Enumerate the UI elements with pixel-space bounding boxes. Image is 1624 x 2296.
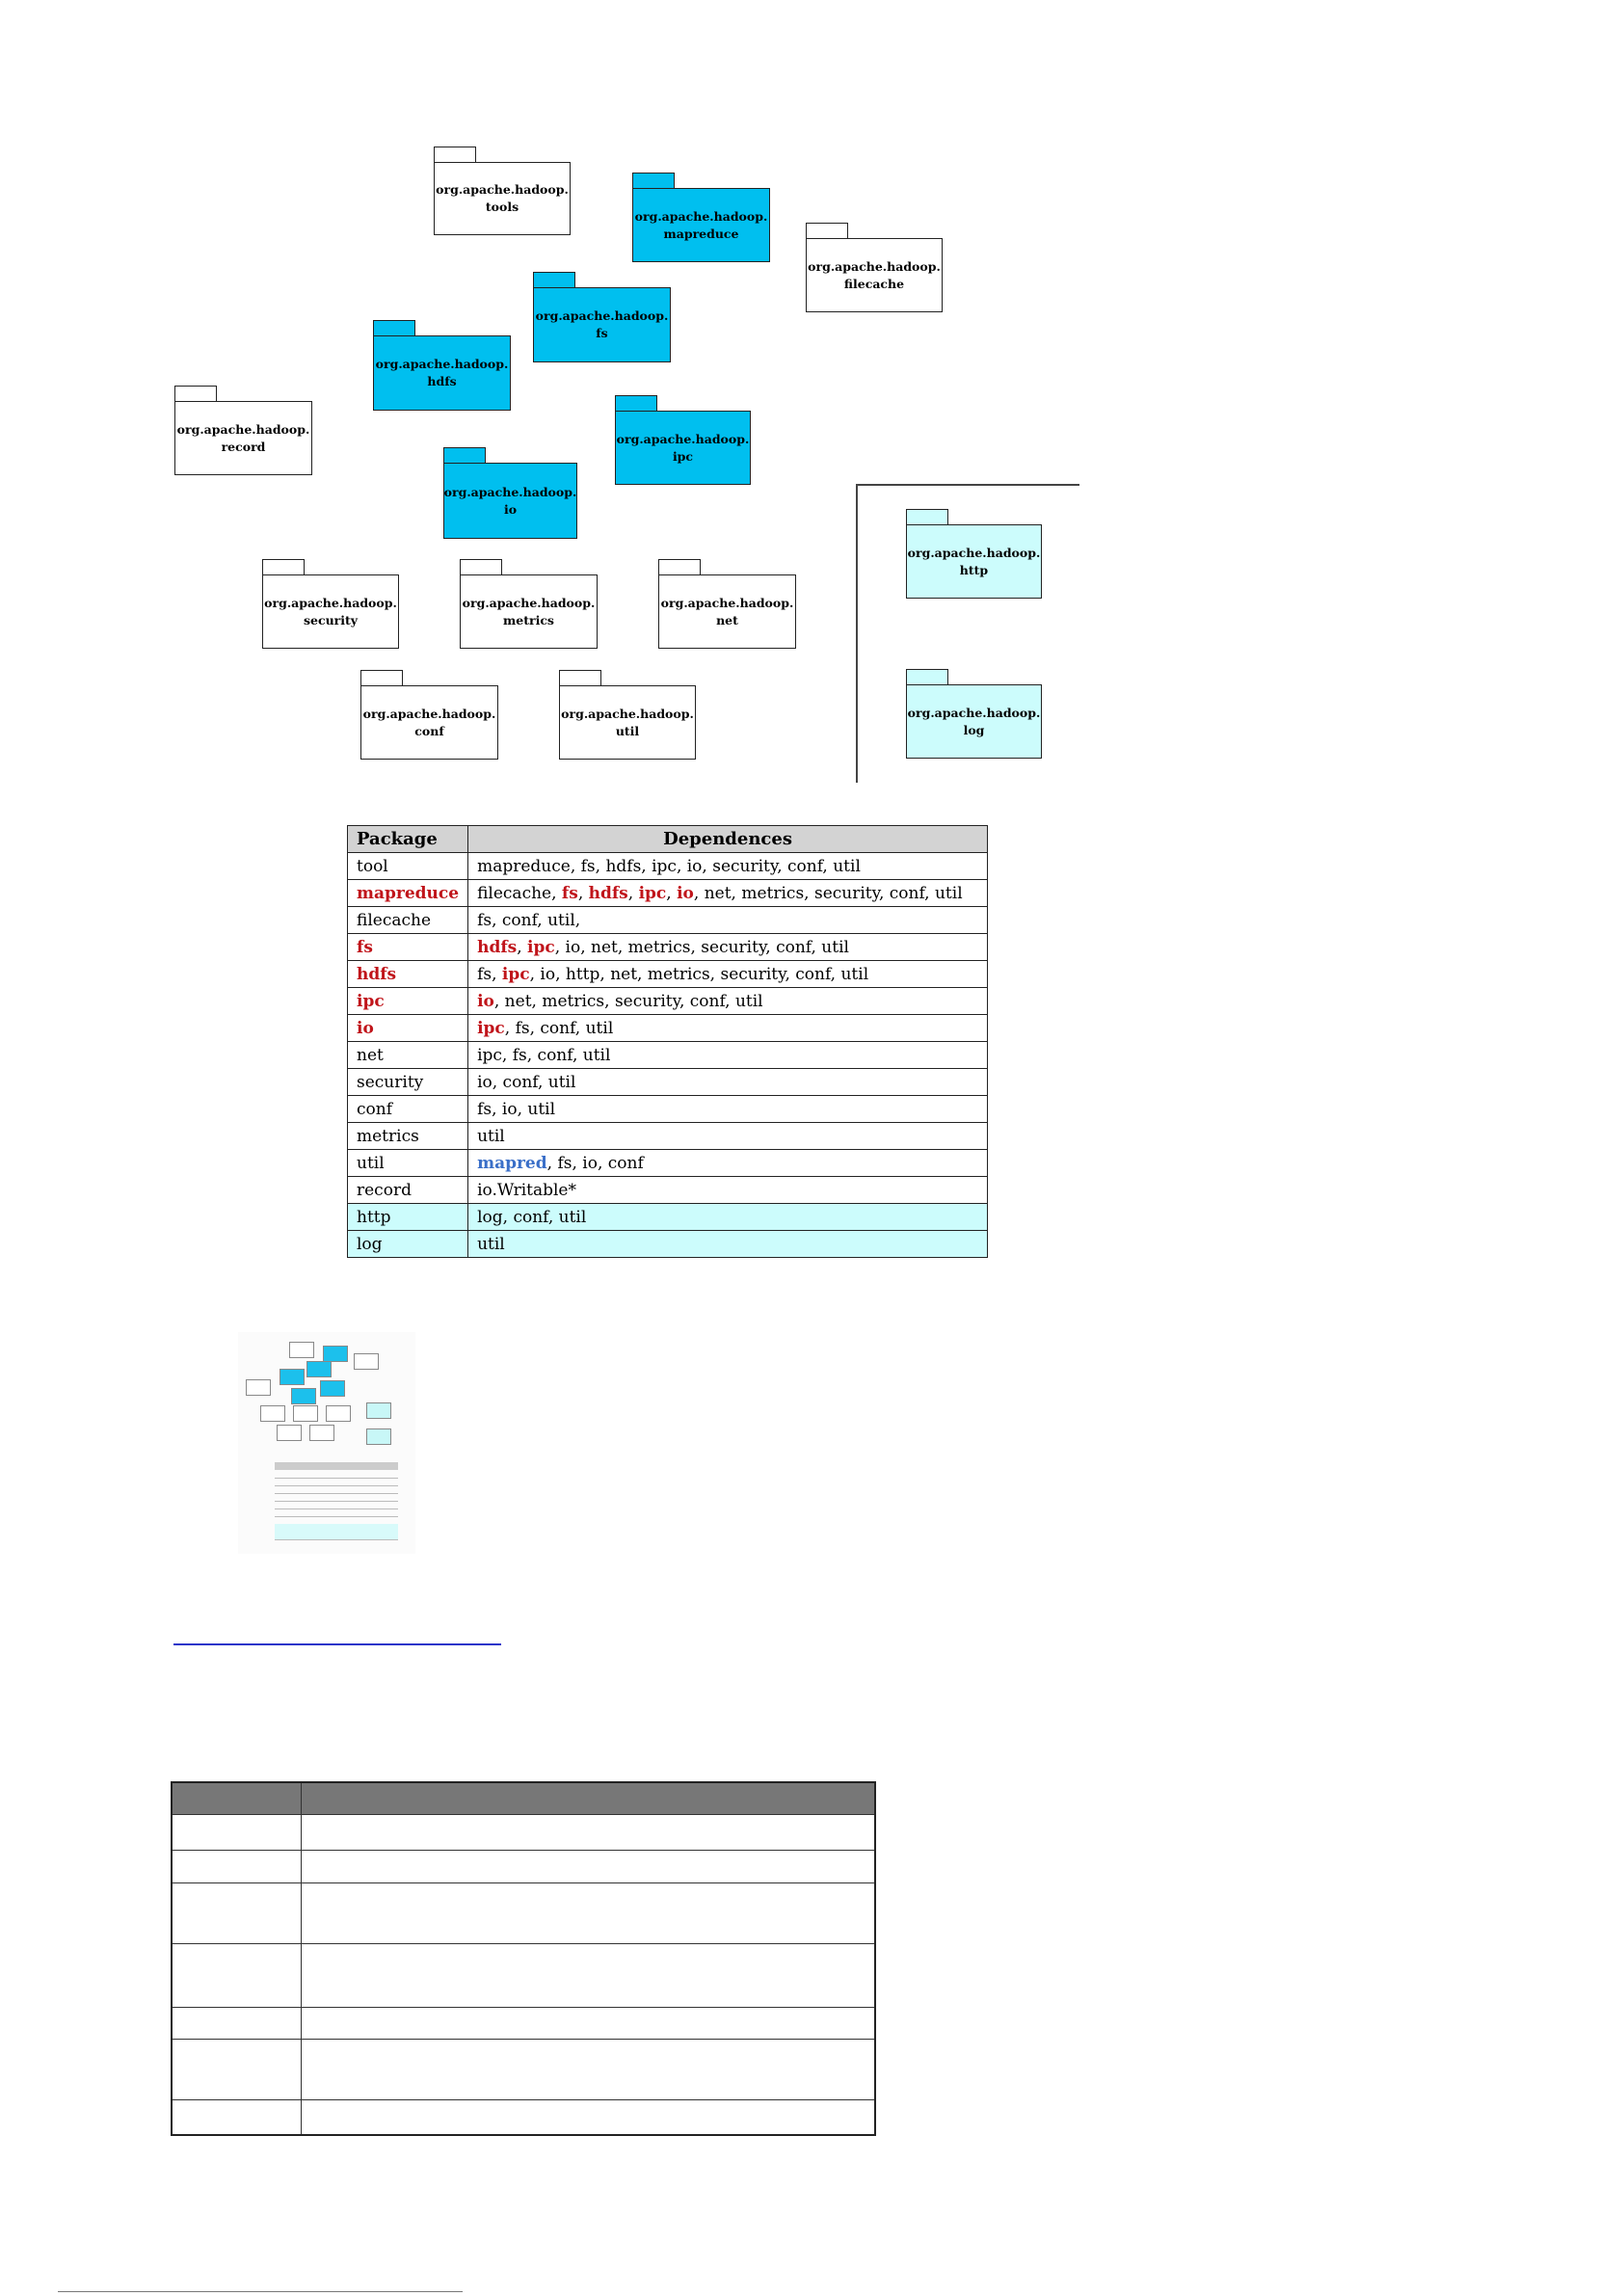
package-prefix: org.apache.hadoop. bbox=[660, 595, 794, 610]
dependence-text: , io, net, metrics, security, conf, util bbox=[554, 937, 849, 957]
boundary-line-horizontal bbox=[856, 484, 1079, 486]
package-box bbox=[373, 335, 511, 411]
package-tab bbox=[360, 670, 403, 686]
package-prefix: org.apache.hadoop. bbox=[375, 357, 509, 371]
package-cell: ipc bbox=[348, 988, 468, 1015]
package-name: io bbox=[503, 501, 518, 517]
package-tab bbox=[373, 320, 415, 336]
thumb-package bbox=[277, 1425, 302, 1441]
package-box bbox=[906, 524, 1042, 599]
dependence-text: , bbox=[577, 883, 589, 903]
dependences-cell bbox=[468, 961, 988, 988]
dependences-cell bbox=[468, 1231, 988, 1258]
package-tab bbox=[262, 559, 305, 575]
package-cell: log bbox=[348, 1231, 468, 1258]
dependency-table bbox=[347, 825, 988, 1258]
table-cell bbox=[172, 2008, 302, 2040]
table-cell bbox=[302, 1883, 876, 1944]
package-box bbox=[906, 684, 1042, 759]
package-util bbox=[559, 670, 696, 760]
package-name: security bbox=[303, 612, 359, 627]
package-cell: io bbox=[348, 1015, 468, 1042]
dependences-cell bbox=[468, 853, 988, 880]
column-header-package: Package bbox=[348, 826, 468, 853]
dependence-text: hdfs bbox=[588, 883, 628, 903]
package-name: net bbox=[716, 612, 738, 627]
table-cell bbox=[172, 1944, 302, 2008]
thumb-package bbox=[309, 1425, 334, 1441]
boundary-line-vertical bbox=[856, 484, 858, 783]
table-header-cell bbox=[172, 1782, 302, 1815]
dependences-cell bbox=[468, 1015, 988, 1042]
table-row bbox=[172, 2100, 875, 2135]
package-box bbox=[434, 162, 571, 235]
thumb-package bbox=[366, 1402, 391, 1419]
table-row bbox=[348, 1204, 988, 1231]
dependences-cell bbox=[468, 880, 988, 907]
dependences-cell bbox=[468, 907, 988, 934]
dependence-text: io, conf, util bbox=[477, 1072, 576, 1092]
package-tab bbox=[559, 670, 601, 686]
dependences-cell bbox=[468, 1177, 988, 1204]
package-tab bbox=[615, 395, 657, 412]
package-filecache bbox=[806, 223, 943, 312]
table-row bbox=[348, 961, 988, 988]
dependences-cell bbox=[468, 934, 988, 961]
table-row bbox=[172, 1851, 875, 1883]
dependence-text: fs, conf, util, bbox=[477, 910, 581, 930]
package-prefix: org.apache.hadoop. bbox=[634, 208, 768, 224]
table-row bbox=[172, 2040, 875, 2100]
package-io bbox=[443, 447, 577, 539]
package-tab bbox=[434, 147, 476, 163]
package-cell: mapreduce bbox=[348, 880, 468, 907]
dependence-text: util bbox=[477, 1126, 505, 1146]
dependence-text: , fs, io, conf bbox=[546, 1153, 644, 1173]
table-cell bbox=[302, 2100, 876, 2135]
package-tab bbox=[443, 447, 486, 464]
dependence-text: mapreduce, fs, hdfs, ipc, io, security, conf, util bbox=[477, 856, 861, 876]
dependences-cell bbox=[468, 1096, 988, 1123]
thumb-package bbox=[280, 1369, 305, 1385]
package-prefix: org.apache.hadoop. bbox=[362, 706, 496, 721]
package-http bbox=[906, 509, 1042, 599]
package-cell: util bbox=[348, 1150, 468, 1177]
dependence-text: , bbox=[517, 937, 528, 957]
table-row bbox=[348, 1042, 988, 1069]
package-name: filecache bbox=[843, 276, 905, 291]
table-row bbox=[348, 1150, 988, 1177]
package-prefix: org.apache.hadoop. bbox=[264, 595, 397, 610]
table-row bbox=[348, 1015, 988, 1042]
table-row bbox=[172, 1944, 875, 2008]
package-box bbox=[460, 574, 598, 649]
diagram-thumbnail-image bbox=[238, 1332, 415, 1554]
table-row bbox=[172, 2008, 875, 2040]
package-cell: net bbox=[348, 1042, 468, 1069]
thumb-package bbox=[326, 1405, 351, 1422]
package-prefix: org.apache.hadoop. bbox=[535, 308, 669, 323]
dependences-cell bbox=[468, 1150, 988, 1177]
table-row bbox=[172, 1815, 875, 1851]
package-prefix: org.apache.hadoop. bbox=[907, 545, 1041, 560]
dependences-cell bbox=[468, 1042, 988, 1069]
table-cell bbox=[172, 1815, 302, 1851]
dependence-text: , fs, conf, util bbox=[504, 1018, 614, 1038]
package-prefix: org.apache.hadoop. bbox=[616, 431, 750, 446]
dependences-cell bbox=[468, 988, 988, 1015]
table-row bbox=[348, 853, 988, 880]
dependence-text: fs, bbox=[477, 964, 502, 984]
table-cell bbox=[302, 2008, 876, 2040]
dependence-text: , net, metrics, security, conf, util bbox=[693, 883, 963, 903]
package-record bbox=[174, 386, 312, 475]
package-cell: tool bbox=[348, 853, 468, 880]
table-cell bbox=[172, 2100, 302, 2135]
package-conf bbox=[360, 670, 498, 760]
package-name: util bbox=[615, 723, 640, 738]
dependence-text: ipc, fs, conf, util bbox=[477, 1045, 611, 1065]
package-metrics bbox=[460, 559, 598, 649]
package-prefix: org.apache.hadoop. bbox=[443, 484, 577, 499]
column-header-dependences: Dependences bbox=[468, 826, 988, 853]
page-bottom-rule bbox=[58, 2291, 463, 2292]
package-tab bbox=[658, 559, 701, 575]
package-cell: fs bbox=[348, 934, 468, 961]
package-tab bbox=[533, 272, 575, 288]
dependence-text: filecache, bbox=[477, 883, 562, 903]
package-mapreduce bbox=[632, 173, 770, 262]
table-row bbox=[348, 934, 988, 961]
package-prefix: org.apache.hadoop. bbox=[561, 706, 694, 721]
thumb-package bbox=[291, 1388, 316, 1404]
package-box bbox=[806, 238, 943, 312]
package-prefix: org.apache.hadoop. bbox=[436, 182, 569, 197]
package-tab bbox=[460, 559, 502, 575]
table-cell bbox=[302, 2040, 876, 2100]
package-name: log bbox=[963, 722, 985, 737]
thumb-package bbox=[260, 1405, 285, 1422]
package-cell: security bbox=[348, 1069, 468, 1096]
package-name: metrics bbox=[503, 612, 554, 627]
package-tab bbox=[906, 509, 948, 525]
table-header-row bbox=[348, 826, 988, 853]
package-box bbox=[632, 188, 770, 262]
package-name: ipc bbox=[672, 448, 694, 464]
dependence-text: io.Writable* bbox=[477, 1180, 576, 1200]
thumb-table-header bbox=[275, 1462, 398, 1470]
package-box bbox=[533, 287, 671, 362]
package-box bbox=[262, 574, 399, 649]
package-cell: conf bbox=[348, 1096, 468, 1123]
dependence-text: util bbox=[477, 1234, 505, 1254]
table-cell bbox=[302, 1815, 876, 1851]
dependences-cell bbox=[468, 1069, 988, 1096]
package-name: record bbox=[221, 439, 266, 454]
table-row bbox=[172, 1883, 875, 1944]
package-box bbox=[658, 574, 796, 649]
thumb-package bbox=[293, 1405, 318, 1422]
table-cell bbox=[172, 1851, 302, 1883]
table-row bbox=[348, 1096, 988, 1123]
dependence-text: , bbox=[627, 883, 639, 903]
package-log bbox=[906, 669, 1042, 759]
thumb-table-row bbox=[275, 1532, 398, 1540]
package-name: fs bbox=[596, 326, 608, 340]
dependence-text: , io, http, net, metrics, security, conf, util bbox=[529, 964, 869, 984]
package-prefix: org.apache.hadoop. bbox=[808, 258, 941, 274]
dependence-text: mapred bbox=[477, 1153, 547, 1173]
package-box bbox=[443, 463, 577, 539]
dependence-text: ipc bbox=[501, 964, 530, 984]
dependence-text: fs bbox=[561, 883, 578, 903]
table-cell bbox=[302, 1944, 876, 2008]
thumb-package bbox=[354, 1353, 379, 1370]
table-row bbox=[348, 1123, 988, 1150]
dependence-text: ipc bbox=[477, 1018, 505, 1038]
dependences-cell bbox=[468, 1123, 988, 1150]
table-row bbox=[348, 1069, 988, 1096]
package-cell: http bbox=[348, 1204, 468, 1231]
dependence-text: io bbox=[477, 991, 494, 1011]
package-tab bbox=[174, 386, 217, 402]
package-name: conf bbox=[414, 723, 444, 738]
package-cell: metrics bbox=[348, 1123, 468, 1150]
thumb-package bbox=[306, 1361, 332, 1377]
dependence-text: , net, metrics, security, conf, util bbox=[493, 991, 763, 1011]
package-cell: filecache bbox=[348, 907, 468, 934]
table-row bbox=[348, 880, 988, 907]
package-fs bbox=[533, 272, 671, 362]
dependences-cell bbox=[468, 1204, 988, 1231]
thumb-package bbox=[323, 1346, 348, 1362]
table-cell bbox=[172, 1883, 302, 1944]
thumb-package bbox=[289, 1342, 314, 1358]
table-row bbox=[348, 988, 988, 1015]
package-cell: record bbox=[348, 1177, 468, 1204]
package-box bbox=[615, 411, 751, 485]
package-cell: hdfs bbox=[348, 961, 468, 988]
package-name: hdfs bbox=[427, 374, 457, 388]
dependence-text: ipc bbox=[638, 883, 667, 903]
package-box bbox=[559, 685, 696, 760]
dependence-text: log, conf, util bbox=[477, 1207, 587, 1227]
table-row bbox=[348, 907, 988, 934]
package-tab bbox=[806, 223, 848, 239]
package-name: mapreduce bbox=[663, 226, 739, 241]
thumb-package bbox=[366, 1428, 391, 1445]
package-name: http bbox=[959, 562, 989, 577]
thumb-package bbox=[246, 1379, 271, 1396]
package-box bbox=[360, 685, 498, 760]
package-tools bbox=[434, 147, 571, 235]
table-cell bbox=[302, 1851, 876, 1883]
table-header-cell bbox=[302, 1782, 876, 1815]
package-prefix: org.apache.hadoop. bbox=[907, 705, 1041, 720]
package-tab bbox=[632, 173, 675, 189]
empty-table bbox=[171, 1781, 876, 2136]
dependence-text: fs, io, util bbox=[477, 1099, 556, 1119]
dependence-text: , bbox=[666, 883, 678, 903]
package-prefix: org.apache.hadoop. bbox=[462, 595, 596, 610]
table-cell bbox=[172, 2040, 302, 2100]
package-hdfs bbox=[373, 320, 511, 411]
package-tab bbox=[906, 669, 948, 685]
table-row bbox=[348, 1177, 988, 1204]
hyperlink-underline[interactable] bbox=[173, 1643, 501, 1645]
package-net bbox=[658, 559, 796, 649]
package-ipc bbox=[615, 395, 751, 485]
thumb-package bbox=[320, 1380, 345, 1397]
package-box bbox=[174, 401, 312, 475]
package-security bbox=[262, 559, 399, 649]
package-name: tools bbox=[485, 200, 519, 214]
table-row bbox=[348, 1231, 988, 1258]
dependence-text: ipc bbox=[527, 937, 555, 957]
package-prefix: org.apache.hadoop. bbox=[176, 421, 310, 437]
dependence-text: hdfs bbox=[477, 937, 518, 957]
table-header-row bbox=[172, 1782, 875, 1815]
dependence-text: io bbox=[677, 883, 694, 903]
